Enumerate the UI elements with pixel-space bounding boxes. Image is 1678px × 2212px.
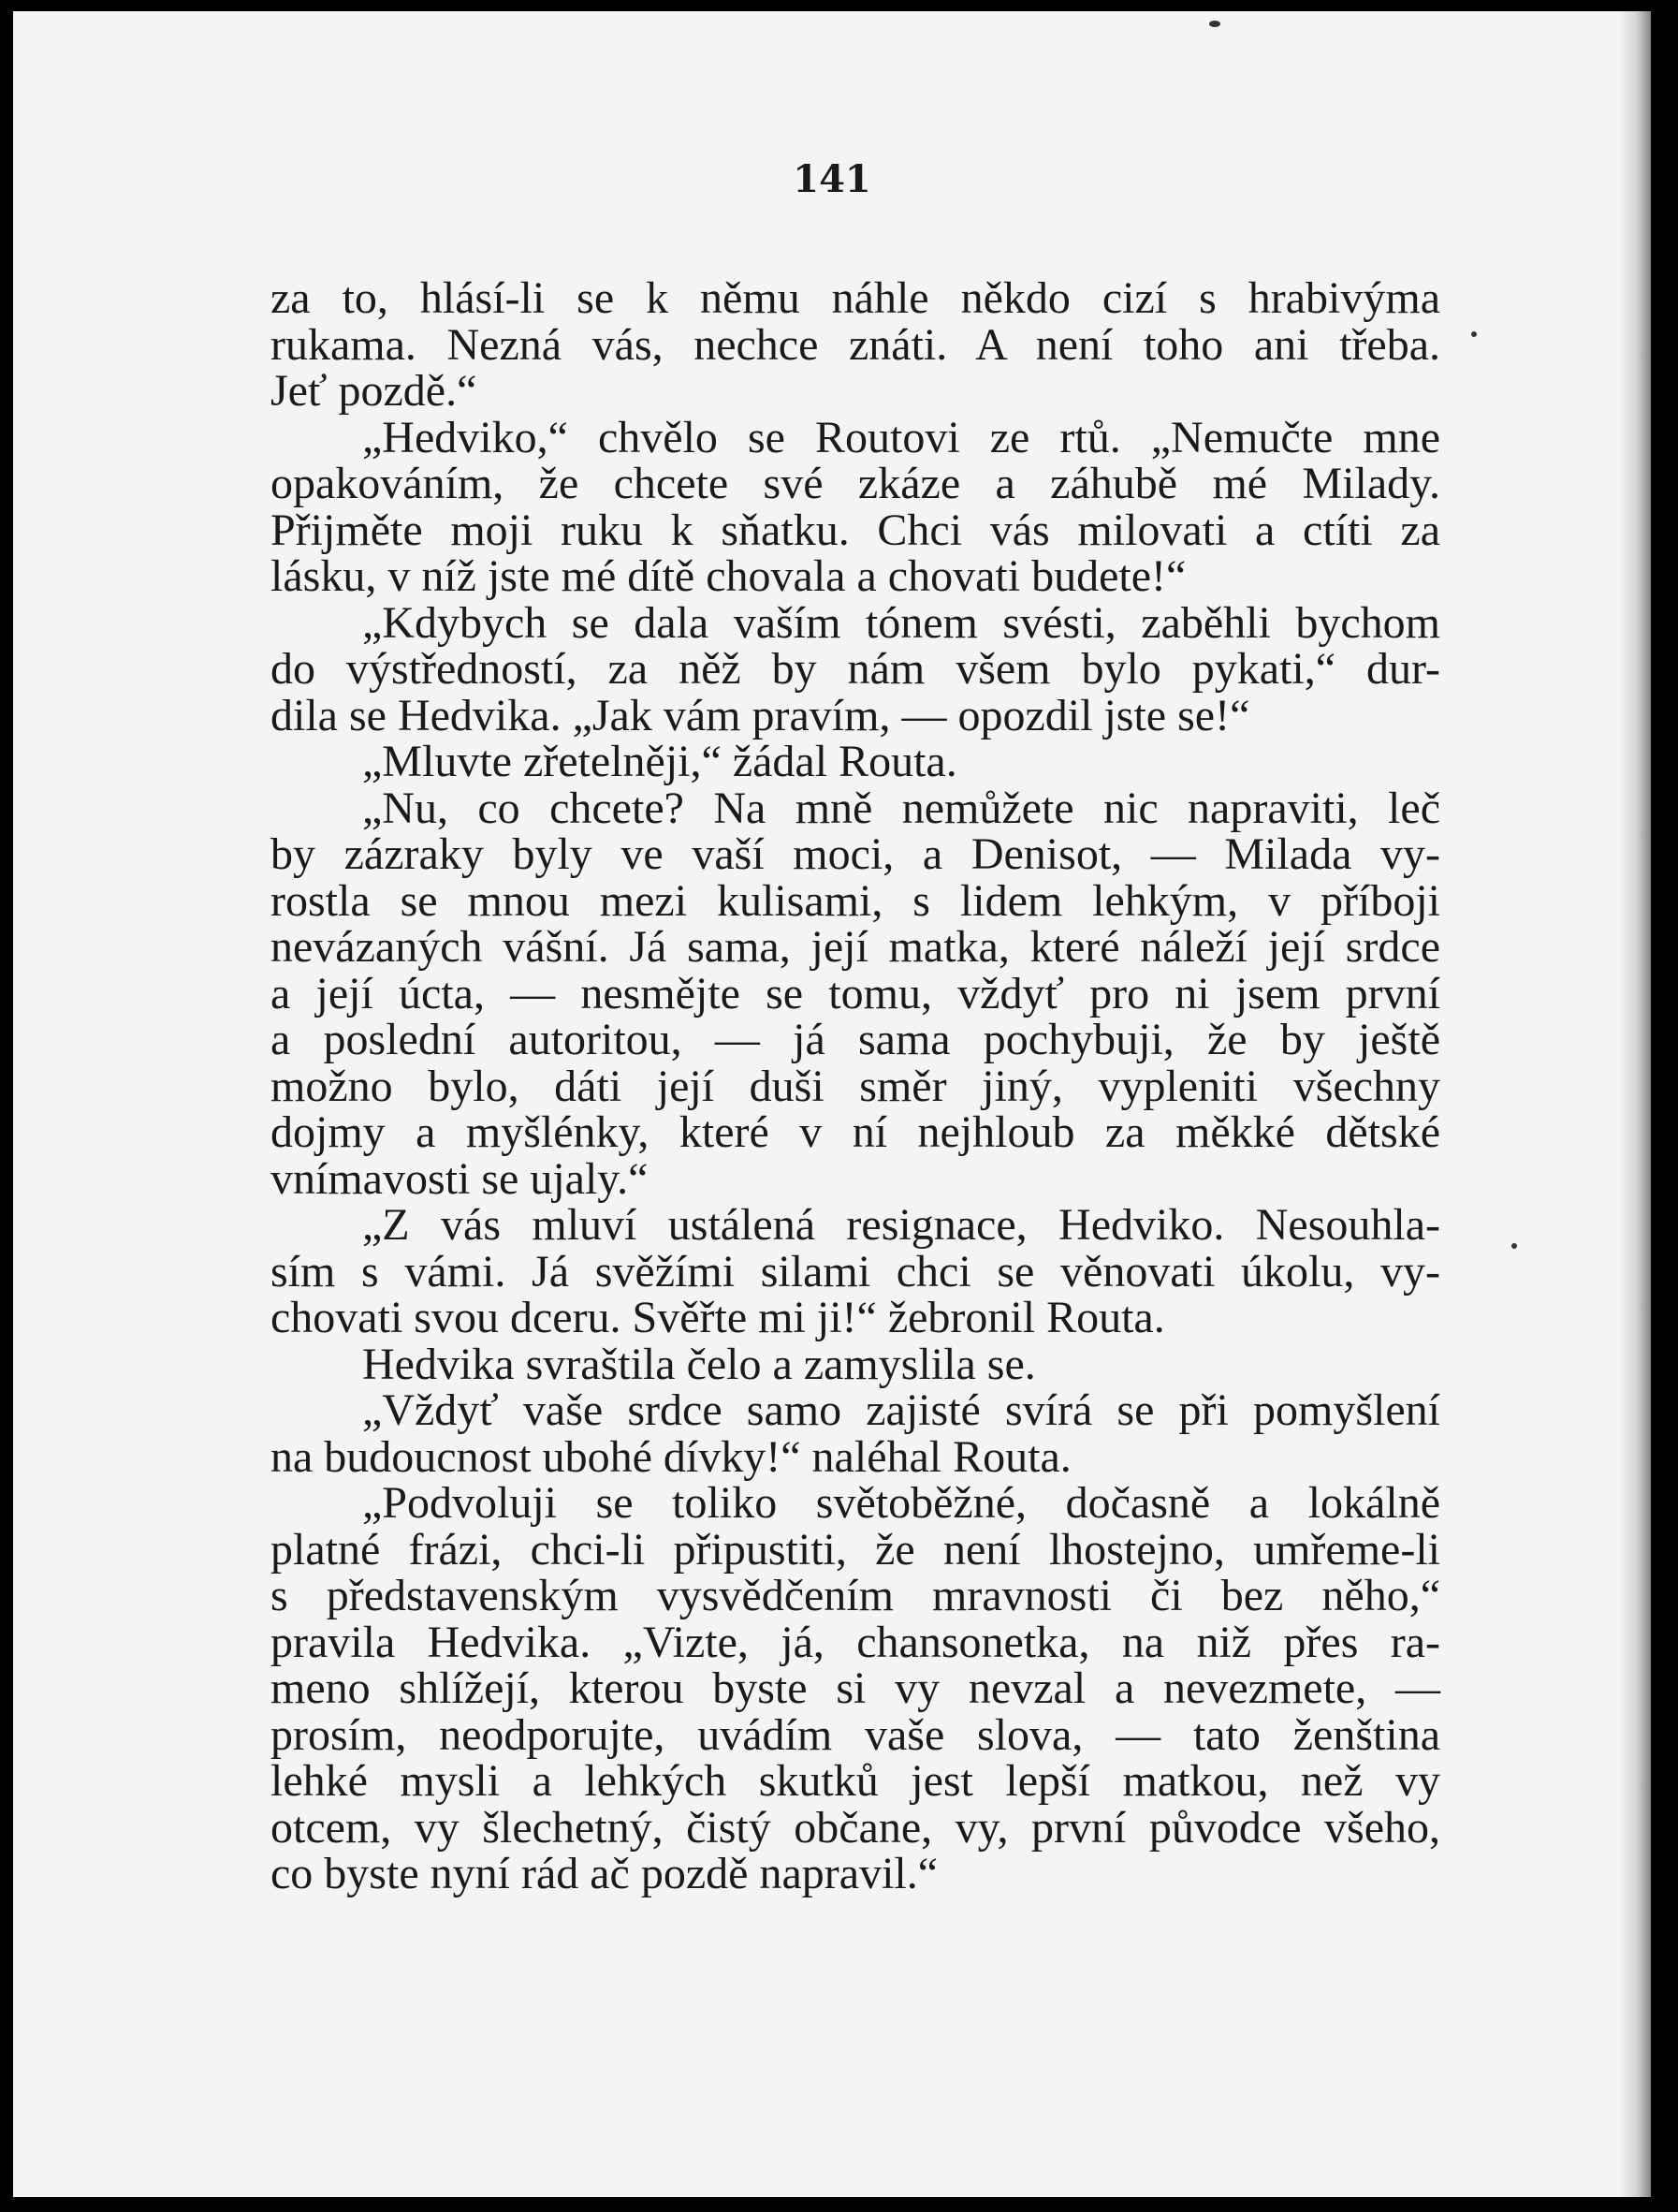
text-line: rukama. Nezná vás, nechce znáti. A není toho ani třeba. (270, 319, 1440, 370)
text-line: do výstředností, za něž by nám všem bylo pykati,“ dur- (270, 644, 1440, 694)
text-line: „Kdybych se dala vaším tónem svésti, zaběhli bychom (362, 597, 1440, 648)
scanned-book-page (13, 11, 1651, 2197)
text-line: Hedvika svraštila čelo a zamyslila se. (362, 1339, 1036, 1389)
print-speck (1471, 331, 1477, 337)
text-line: platné frázi, chci-li připustiti, že není lhostejno, umřeme-li (270, 1524, 1440, 1575)
text-line: lehké mysli a lehkých skutků jest lepší matkou, než vy (270, 1756, 1440, 1806)
text-line: lásku, v níž jste mé dítě chovala a chovati budete!“ (270, 551, 1187, 601)
text-line: „Nu, co chcete? Na mně nemůžete nic napraviti, leč (362, 783, 1440, 833)
text-line: vnímavosti se ujaly.“ (270, 1153, 649, 1204)
text-line: možno bylo, dáti její duši směr jiný, vypleniti všechny (270, 1061, 1440, 1111)
text-line: otcem, vy šlechetný, čistý občane, vy, první původce všeho, (270, 1802, 1440, 1853)
print-speck (1209, 21, 1220, 27)
text-line: opakováním, že chcete své zkáze a záhubě mé Milady. (270, 459, 1440, 508)
text-line: by zázraky byly ve vaší moci, a Denisot, — Milada vy- (270, 829, 1440, 879)
text-line: a poslední autoritou, — já sama pochybuji, že by ještě (270, 1015, 1440, 1064)
text-line: Přijměte moji ruku k sňatku. Chci vás milovati a ctíti za (270, 505, 1440, 555)
page-number: 141 (793, 157, 871, 201)
text-line: sím s vámi. Já svěžími silami chci se věnovati úkolu, vy- (270, 1246, 1440, 1296)
text-line: nevázaných vášní. Já sama, její matka, které náleží její srdce (270, 922, 1440, 972)
text-line: „Mluvte zřetelněji,“ žádal Routa. (362, 737, 957, 786)
text-line: za to, hlásí-li se k němu náhle někdo cizí s hrabivýma (270, 273, 1440, 323)
text-line: „Vždyť vaše srdce samo zajisté svírá se při pomyšlení (362, 1385, 1440, 1435)
text-line: pravila Hedvika. „Vizte, já, chansonetka, na niž přes ra- (270, 1617, 1440, 1667)
text-line: chovati svou dceru. Svěřte mi ji!“ žebronil Routa. (270, 1293, 1165, 1342)
text-line: dojmy a myšlénky, které v ní nejhloub za měkké dětské (270, 1107, 1440, 1157)
print-speck (1511, 1243, 1517, 1249)
text-line: „Podvoluji se toliko světoběžné, dočasně a lokálně (362, 1478, 1440, 1528)
text-line: a její úcta, — nesmějte se tomu, vždyť pro ni jsem první (270, 968, 1440, 1018)
body-text (270, 275, 1440, 1897)
text-line: s představenským vysvědčením mravnosti či bez něho,“ (270, 1571, 1440, 1620)
text-line: rostla se mnou mezi kulisami, s lidem lehkým, v příboji (270, 875, 1440, 926)
text-line: „Hedviko,“ chvělo se Routovi ze rtů. „Nemučte mne (362, 412, 1440, 462)
page-edge-shadow (1619, 11, 1651, 2197)
text-line: „Z vás mluví ustálená resignace, Hedviko. Nesouhla- (362, 1200, 1440, 1250)
text-line: na budoucnost ubohé dívky!“ naléhal Routa. (270, 1431, 1072, 1482)
text-line: co byste nyní rád ač pozdě napravil.“ (270, 1849, 939, 1898)
text-line: prosím, neodporujte, uvádím vaše slova, — tato ženština (270, 1709, 1440, 1760)
text-line: Jeť pozdě.“ (270, 366, 477, 416)
text-line: dila se Hedvika. „Jak vám pravím, — opozdil jste se!“ (270, 690, 1250, 740)
text-line: meno shlížejí, kterou byste si vy nevzal a nevezmete, — (270, 1663, 1440, 1713)
